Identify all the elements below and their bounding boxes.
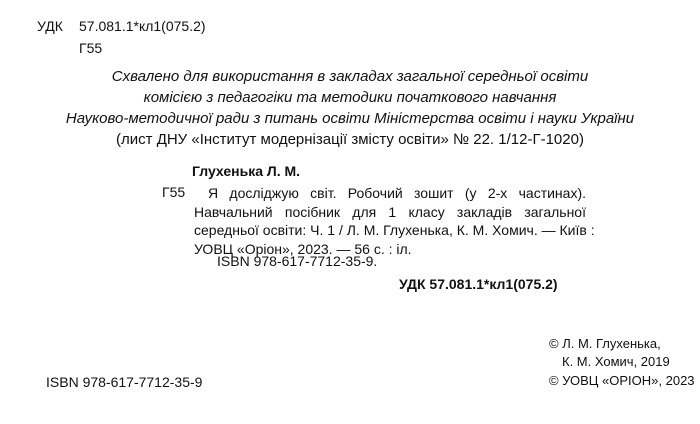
approval-line-4: (лист ДНУ «Інститут модернізації змісту освіти» № 22. 1/12-Г-1020): [116, 131, 584, 148]
card-desc-line-4: УОВЦ «Оріон», 2023. — 56 с. : іл.: [194, 240, 412, 257]
udk-label: УДК: [37, 18, 63, 34]
bbk-code: Г55: [79, 40, 103, 56]
card-desc-line-2: Навчальний посібник для 1 класу закладів загальної: [194, 203, 586, 220]
card-desc-line-1: Я досліджую світ. Робочий зошит (у 2-х частинах).: [208, 185, 586, 201]
copyright-publisher: © УОВЦ «ОРІОН», 2023: [549, 373, 695, 388]
approval-line-2: комісією з педагогіки та методики початкового навчання: [143, 89, 557, 106]
card-description: [194, 184, 595, 258]
card-isbn: ISBN 978-617-7712-35-9.: [217, 253, 378, 269]
copyright-authors-cont: К. М. Хомич, 2019: [562, 354, 670, 369]
approval-line-1: Схвалено для використання в закладах загальної середньої освіти: [111, 68, 589, 85]
card-author: Глухенька Л. М.: [192, 163, 301, 179]
approval-line-3: Науково-методичної ради з питань освіти Міністерства освіти і науки України: [65, 110, 635, 127]
approval-statement: [0, 66, 700, 150]
footer-isbn: ISBN 978-617-7712-35-9: [46, 374, 203, 390]
card-udk: УДК 57.081.1*кл1(075.2): [399, 276, 558, 292]
udk-code: 57.081.1*кл1(075.2): [79, 18, 206, 34]
copyright-authors: © Л. М. Глухенька,: [549, 336, 661, 351]
card-desc-line-3: середньої освіти: Ч. 1 / Л. М. Глухенька, К. М. Хомич. — Київ :: [194, 222, 595, 238]
card-bbk-code: Г55: [162, 184, 186, 200]
